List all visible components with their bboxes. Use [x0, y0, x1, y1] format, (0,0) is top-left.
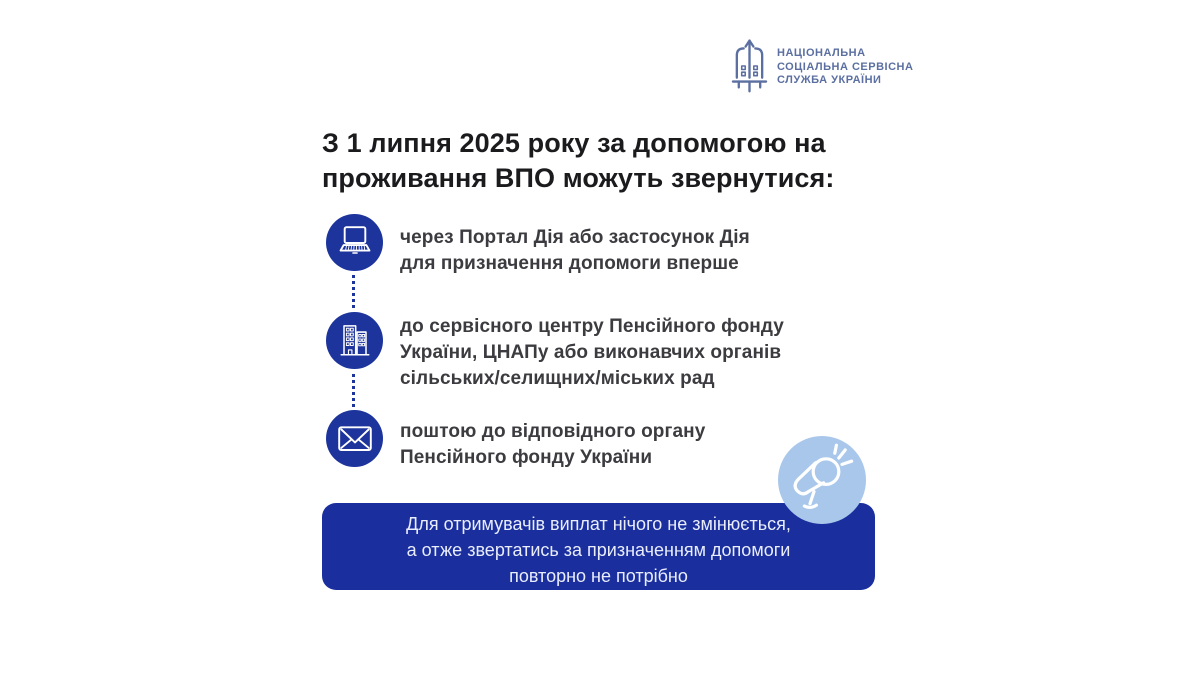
- item-text-line: для призначення допомоги вперше: [400, 253, 739, 274]
- item-circle-mail: [326, 410, 383, 467]
- item-text-diia: [400, 225, 750, 277]
- notice-text: [322, 511, 875, 589]
- notice-text-line: а отже звертатись за призначенням допомоги: [406, 540, 791, 560]
- logo-text-line: СЛУЖБА УКРАЇНИ: [777, 74, 882, 87]
- logo-text-line: НАЦІОНАЛЬНА: [777, 47, 866, 60]
- megaphone-icon: [786, 442, 858, 519]
- item-text-line: поштою до відповідного органу: [400, 421, 706, 442]
- page-title: [322, 126, 835, 196]
- notice-text-line: повторно не потрібно: [509, 566, 688, 586]
- logo-text: [777, 47, 913, 88]
- item-text-mail: [400, 419, 705, 471]
- title-line: З 1 липня 2025 року за допомогою на: [322, 128, 826, 158]
- nssu-logo: [731, 36, 913, 99]
- item-text-line: України, ЦНАПу або виконавчих органів: [400, 342, 782, 363]
- notice-text-line: Для отримувачів виплат нічого не змінюється,: [406, 514, 791, 534]
- item-text-line: Пенсійного фонду України: [400, 447, 653, 468]
- laptop-icon: [333, 221, 377, 265]
- item-text-service-center: [400, 314, 784, 392]
- envelope-icon: [333, 417, 377, 461]
- item-text-line: до сервісного центру Пенсійного фонду: [400, 316, 784, 337]
- title-line: проживання ВПО можуть звернутися:: [322, 163, 835, 193]
- item-circle-service-center: [326, 312, 383, 369]
- item-circle-diia: [326, 214, 383, 271]
- buildings-icon: [333, 319, 377, 363]
- logo-text-line: СОЦІАЛЬНА СЕРВІСНА: [777, 60, 914, 73]
- item-text-line: сільських/селищних/міських рад: [400, 368, 715, 389]
- dotted-connector: [352, 374, 355, 407]
- trident-icon: [731, 36, 768, 99]
- megaphone-badge: [778, 436, 866, 524]
- dotted-connector: [352, 275, 355, 308]
- item-text-line: через Портал Дія або застосунок Дія: [400, 227, 750, 248]
